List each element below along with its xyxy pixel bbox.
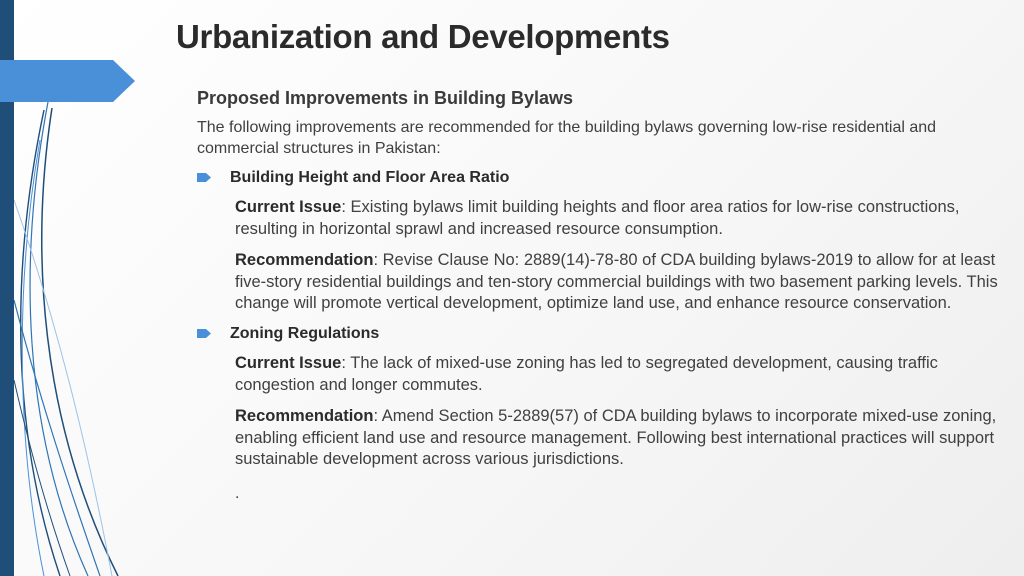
recommendation-label: Recommendation: [235, 407, 374, 426]
section-title-zoning: [230, 325, 1017, 343]
recommendation-text: : Revise Clause No: 2889(14)-78-80 of CDA building bylaws-2019 to allow for at least five-story residential buildings and ten-story commercial buildings with two basement parking levels. This change will promote vertical development, optimize land use, and enhance resource conservation.: [235, 251, 998, 313]
current-issue-text: : Existing bylaws limit building heights and floor area ratios for low-rise constructions, resulting in horizontal sprawl and increased resource consumption.: [235, 198, 960, 238]
pencil-bullet-icon: [197, 329, 211, 338]
current-issue-text: : The lack of mixed-use zoning has led to segregated development, causing traffic congestion and longer commutes.: [235, 353, 938, 394]
subheading: Proposed Improvements in Building Bylaws: [197, 88, 574, 108]
intro-text: The following improvements are recommended for the building bylaws governing low-rise residential and commercial structures in Pakistan:: [197, 119, 937, 157]
section-title-height-far: [230, 169, 1017, 187]
section-title-label: Building Height and Floor Area Ratio: [230, 169, 510, 186]
title-accent-tab: [0, 60, 135, 102]
trailing-period: .: [235, 484, 240, 502]
current-issue-label: Current Issue: [235, 353, 342, 372]
current-issue-paragraph: [235, 353, 1017, 396]
section-title-label: Zoning Regulations: [230, 324, 380, 342]
page-title: Urbanization and Developments: [176, 18, 670, 55]
recommendation-paragraph: [235, 250, 1017, 315]
slide-content: [197, 88, 1017, 503]
recommendation-paragraph: [235, 406, 1017, 471]
current-issue-paragraph: [235, 197, 1017, 240]
pencil-bullet-icon: [197, 173, 211, 182]
recommendation-label: Recommendation: [235, 251, 374, 270]
recommendation-text: : Amend Section 5-2889(57) of CDA building bylaws to incorporate mixed-use zoning, enabling efficient land use and resource management. Following best international practices will support sustainable development across various jurisdictions.: [235, 407, 997, 469]
current-issue-label: Current Issue: [235, 198, 342, 216]
